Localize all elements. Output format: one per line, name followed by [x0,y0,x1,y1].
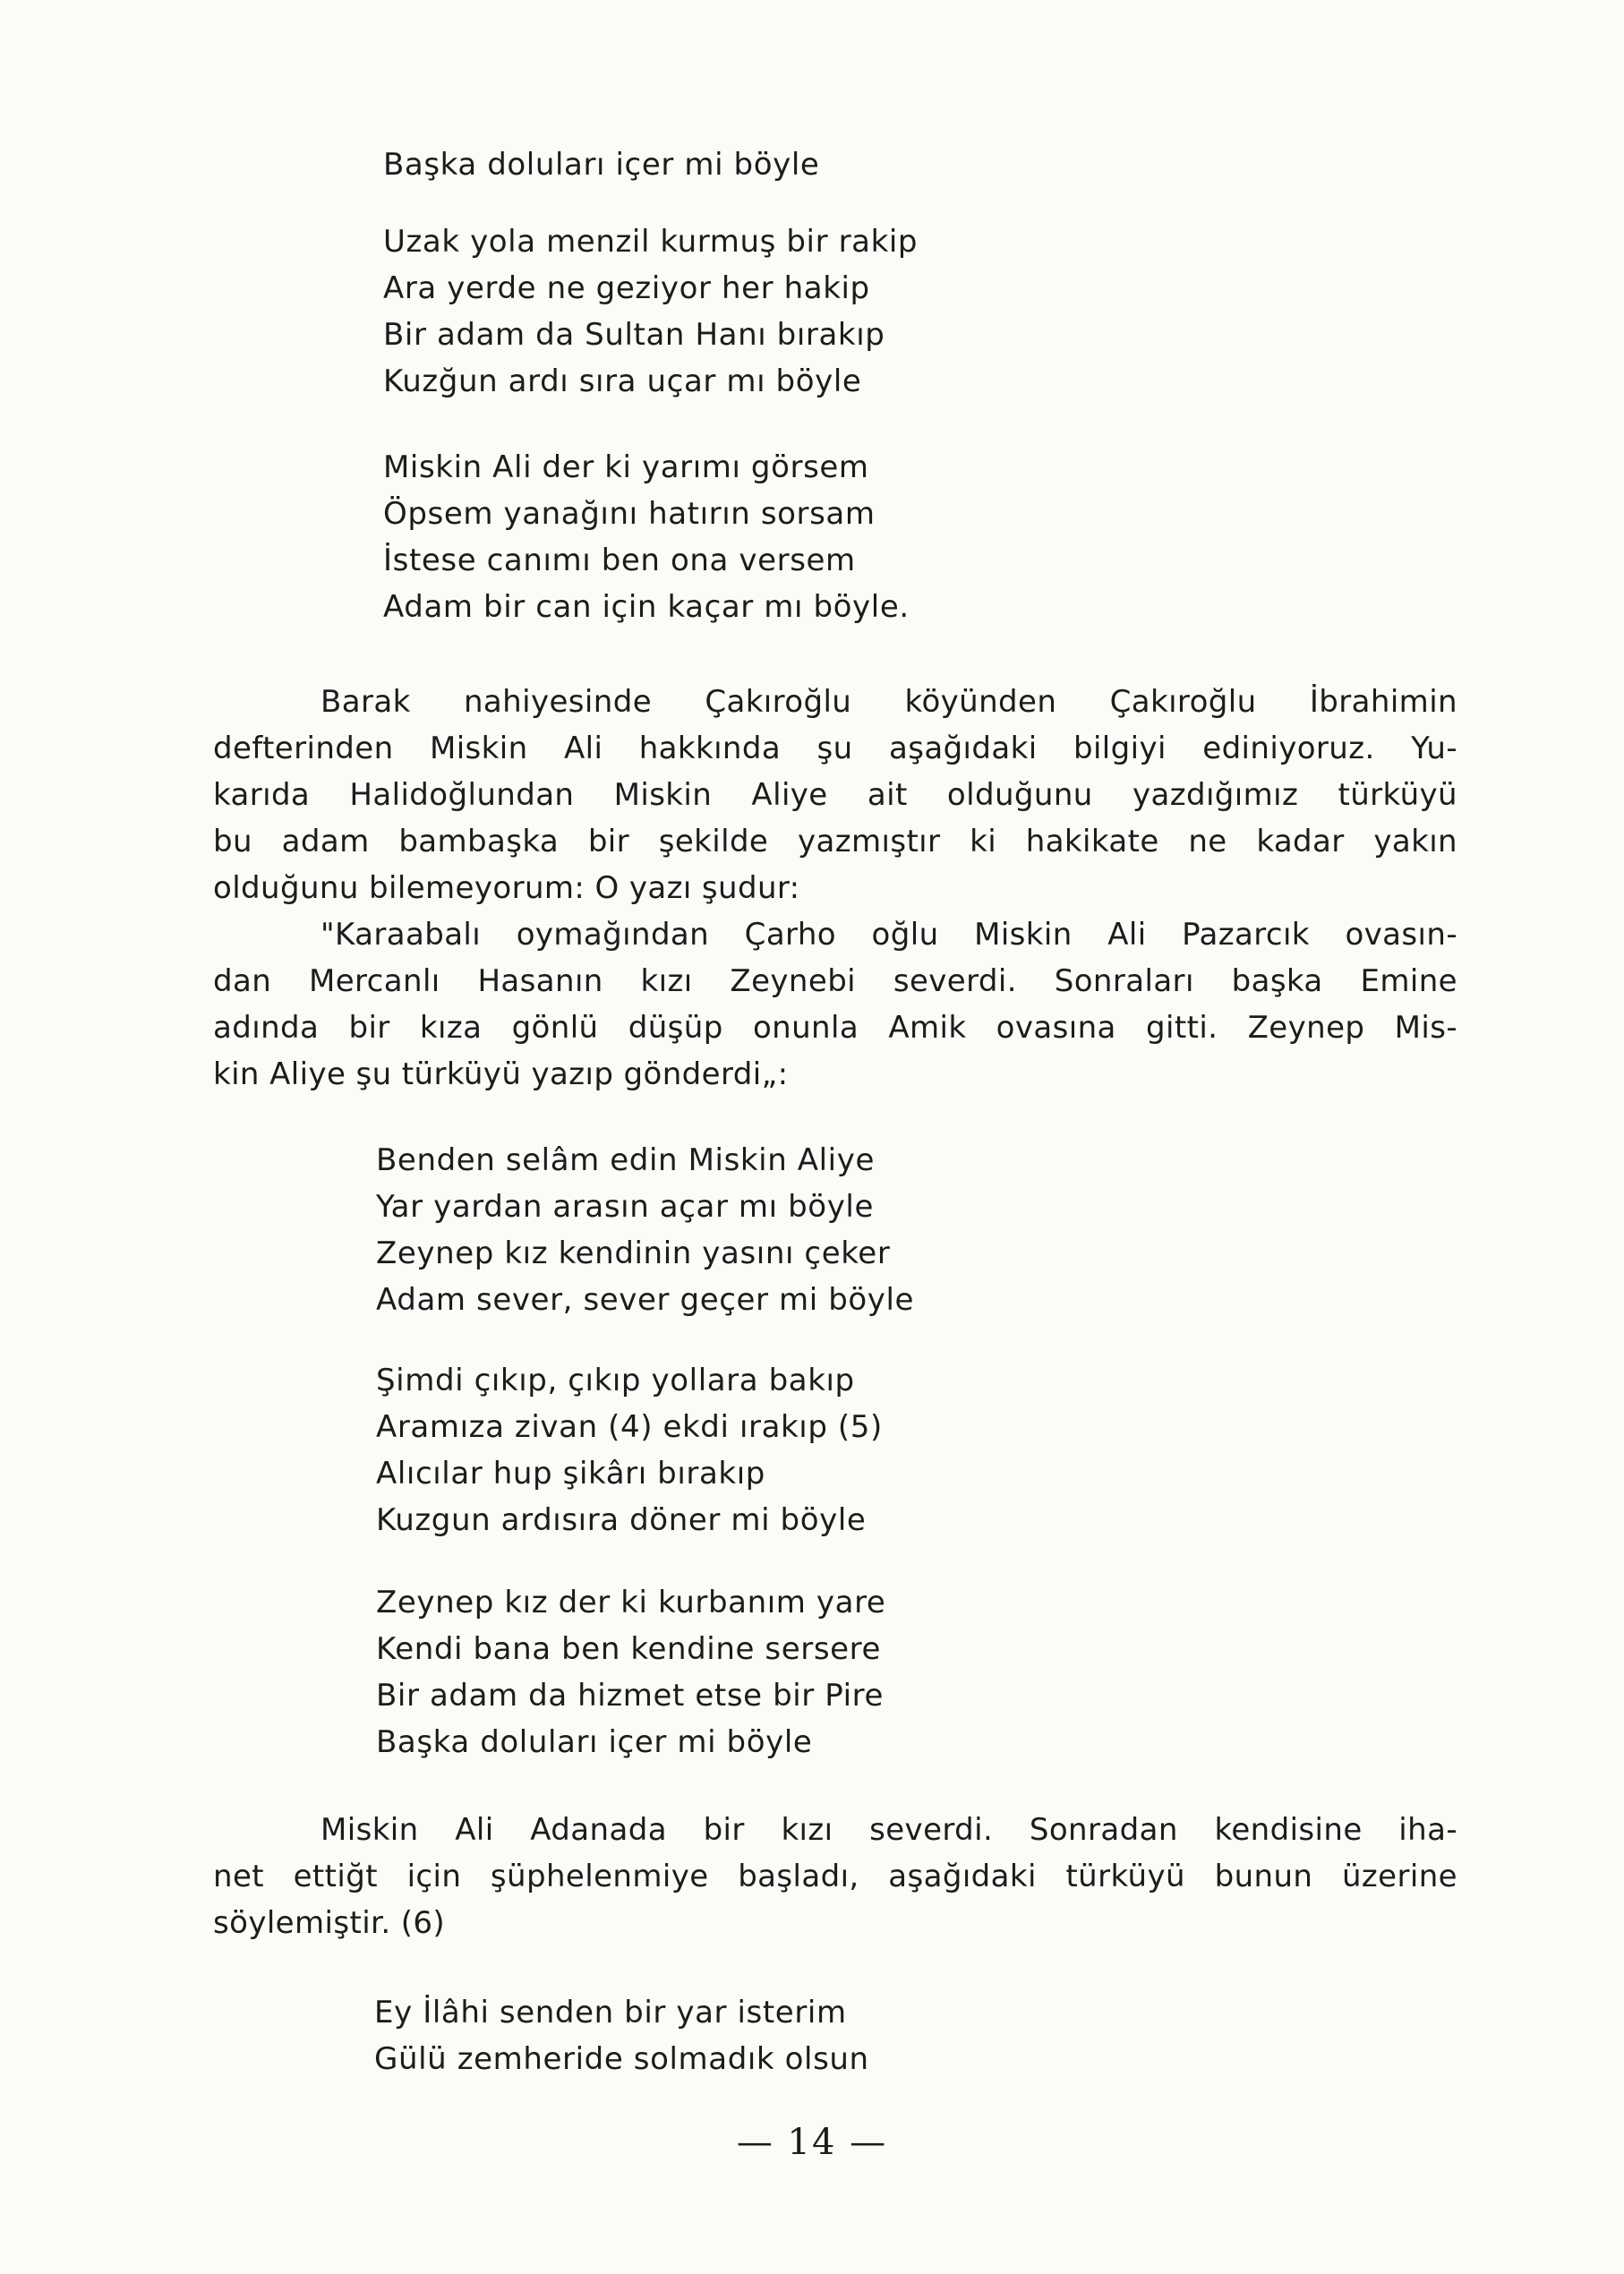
prose-line: kin Aliye şu türküyü yazıp gönderdi„: [213,1056,789,1092]
verse-line: Zeynep kız der ki kurbanım yare [376,1585,886,1620]
verse-line: Bir adam da hizmet etse bir Pire [376,1678,885,1714]
stanza-6 [376,1579,885,1765]
verse-line: Uzak yola menzil kurmuş bir rakip [383,224,919,260]
stanza-5 [376,1357,883,1543]
verse-line: Yar yardan arasın açar mı böyle [376,1189,874,1225]
verse-line: İstese canımı ben ona versem [383,543,856,578]
stanza-4 [376,1137,914,1323]
verse-line: Benden selâm edin Miskin Aliye [376,1142,875,1178]
stanza-2 [383,218,918,405]
verse-line: Ey İlâhi senden bir yar isterim [374,1995,847,2030]
verse-line: Aramıza zivan (4) ekdi ırakıp (5) [376,1409,883,1445]
page-number: — 14 — [736,2122,888,2163]
verse-line: Zeynep kız kendinin yasını çeker [376,1235,891,1271]
verse-line: Alıcılar hup şikârı bırakıp [376,1456,765,1492]
verse-line: Ara yerde ne geziyor her hakip [383,270,870,306]
prose-line: adında bir kıza gönlü düşüp onunla Amik ovasına gitti. Zeynep Mis- [213,1010,1457,1046]
prose-paragraph-2 [213,1807,1457,1946]
prose-line: söylemiştir. (6) [213,1905,446,1941]
verse-line: Başka doluları içer mi böyle [376,1724,813,1760]
stanza-7 [374,1989,869,2082]
verse-line: Adam sever, sever geçer mi böyle [376,1282,915,1318]
prose-line: bu adam bambaşka bir şekilde yazmıştır ki hakikate ne kadar yakın [213,824,1457,859]
prose-line: dan Mercanlı Hasanın kızı Zeynebi severdi. Sonraları başka Emine [213,963,1457,999]
prose-line: olduğunu bilemeyorum: O yazı şudur: [213,870,800,906]
verse-line: Gülü zemheride solmadık olsun [374,2041,869,2077]
verse-line: Başka doluları içer mi böyle [383,147,820,183]
verse-line: Miskin Ali der ki yarımı görsem [383,449,869,485]
prose-line: "Karaabalı oymağından Çarho oğlu Miskin Ali Pazarcık ovasın- [321,917,1457,953]
prose-line: defterinden Miskin Ali hakkında şu aşağıdaki bilgiyi ediniyoruz. Yu- [213,731,1457,766]
stanza-1 [383,141,819,188]
prose-line: karıda Halidoğlundan Miskin Aliye ait olduğunu yazdığımız türküyü [213,777,1457,813]
verse-line: Adam bir can için kaçar mı böyle. [383,589,910,625]
verse-line: Şimdi çıkıp, çıkıp yollara bakıp [376,1363,855,1398]
verse-line: Kuzğun ardı sıra uçar mı böyle [383,363,862,399]
prose-line: net ettiğt için şüphelenmiye başladı, aşağıdaki türküyü bunun üzerine [213,1859,1457,1894]
prose-line: Barak nahiyesinde Çakıroğlu köyünden Çakıroğlu İbrahimin [321,684,1457,720]
prose-paragraph-1 [213,679,1457,1098]
prose-line: Miskin Ali Adanada bir kızı severdi. Sonradan kendisine iha- [321,1812,1457,1848]
verse-line: Öpsem yanağını hatırın sorsam [383,496,876,532]
verse-line: Bir adam da Sultan Hanı bırakıp [383,317,885,353]
verse-line: Kuzgun ardısıra döner mi böyle [376,1502,867,1538]
verse-line: Kendi bana ben kendine sersere [376,1631,882,1667]
stanza-3 [383,444,910,630]
